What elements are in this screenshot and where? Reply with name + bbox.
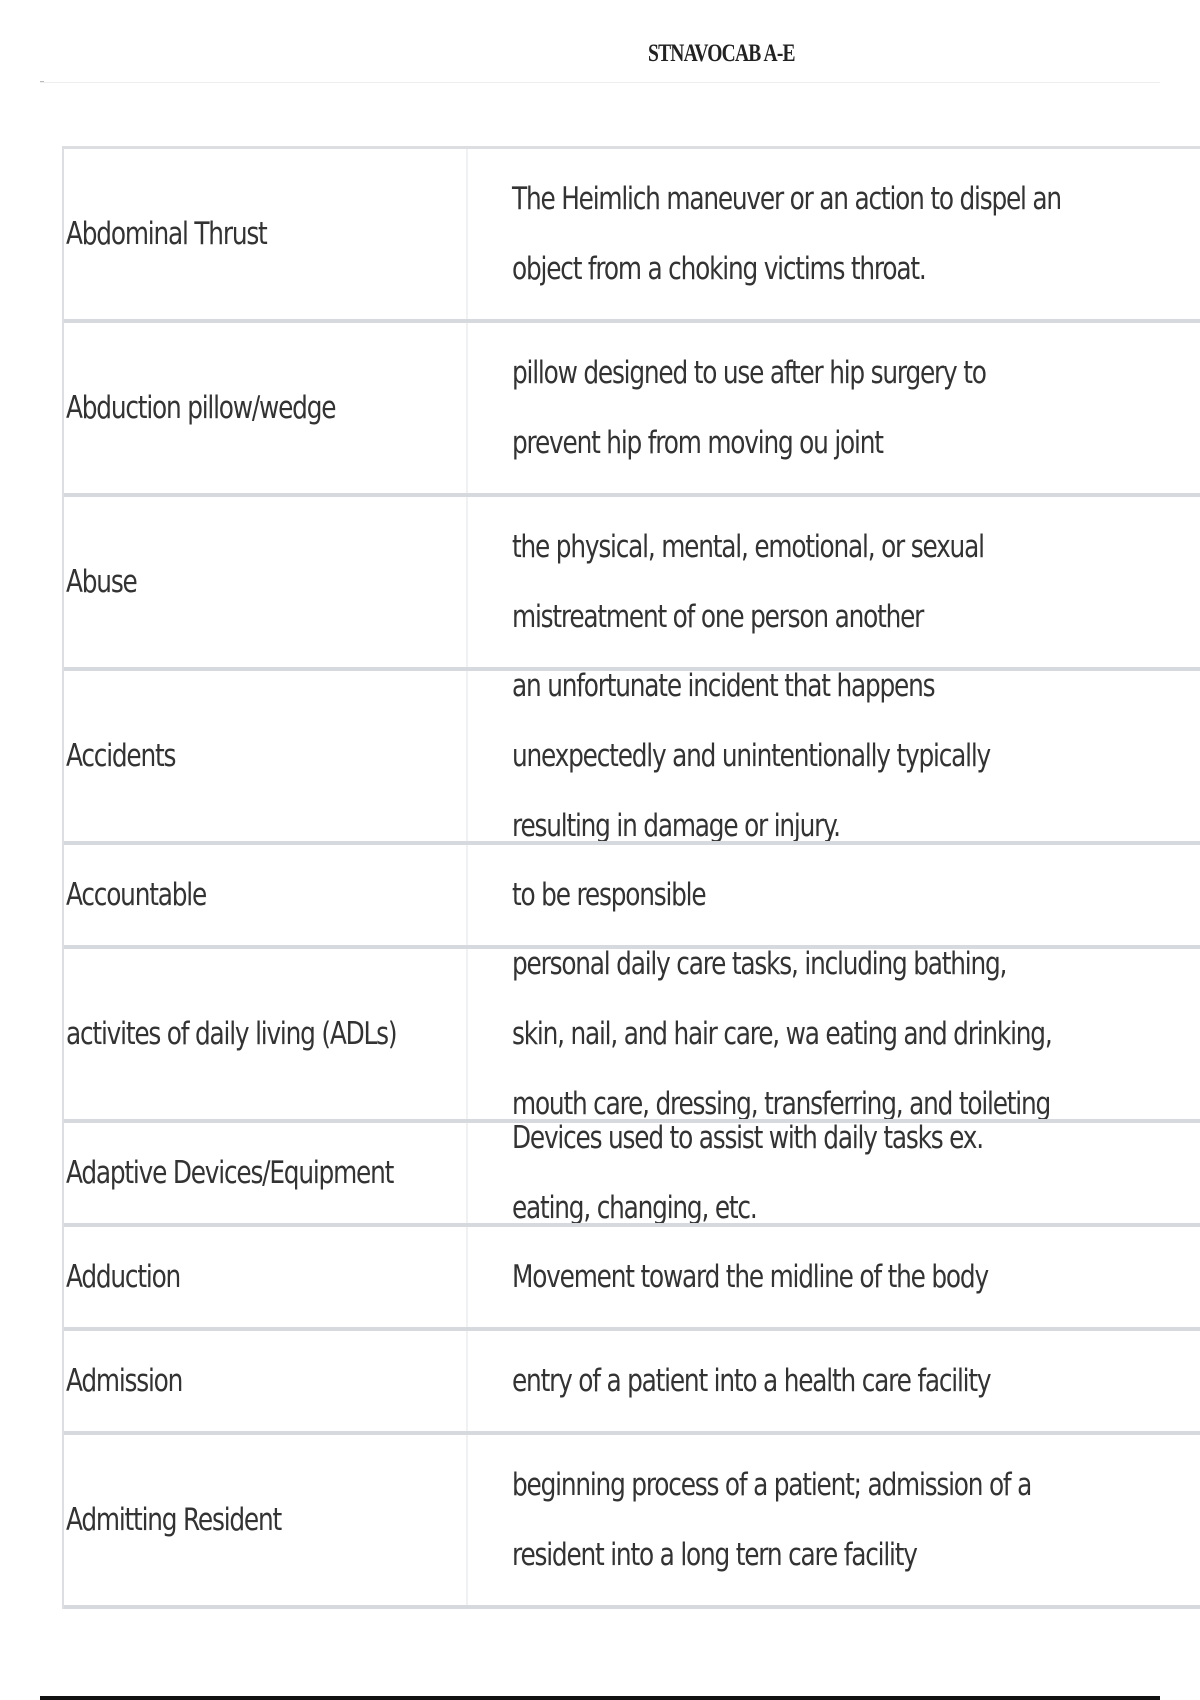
term-text: Admission: [66, 1363, 183, 1399]
vocabulary-table: [62, 146, 1200, 1609]
definition-cell: [468, 1227, 1200, 1327]
term-text: Abdominal Thrust: [66, 216, 267, 252]
term-cell: [64, 1331, 468, 1431]
term-cell: [64, 845, 468, 945]
term-text: Abduction pillow/wedge: [66, 390, 336, 426]
table-row: [64, 1123, 1200, 1227]
term-text: Adduction: [66, 1259, 181, 1295]
term-cell: [64, 949, 468, 1119]
term-text: Abuse: [66, 564, 137, 600]
definition-text: to be responsible: [512, 877, 706, 913]
term-cell: [64, 1435, 468, 1605]
definition-cell: [468, 1435, 1200, 1605]
table-row: [64, 1331, 1200, 1435]
definition-text: The Heimlich maneuver or an action to dispel an object from a choking victims throat.: [512, 181, 1061, 287]
definition-text: an unfortunate incident that happens unexpectedly and unintentionally typically resulting in damage or injury.: [512, 671, 990, 841]
definition-cell: [468, 1331, 1200, 1431]
term-cell: [64, 1227, 468, 1327]
table-row: [64, 949, 1200, 1123]
table-row: [64, 323, 1200, 497]
term-cell: [64, 323, 468, 493]
term-text: Accidents: [66, 738, 176, 774]
term-cell: [64, 1123, 468, 1223]
definition-cell: [468, 949, 1200, 1119]
table-row: [64, 149, 1200, 323]
definition-text: beginning process of a patient; admission of a resident into a long tern care facility: [512, 1467, 1032, 1573]
table-row: [64, 497, 1200, 671]
term-text: Admitting Resident: [66, 1502, 282, 1538]
term-cell: [64, 671, 468, 841]
definition-cell: [468, 497, 1200, 667]
header-divider: [40, 82, 1160, 83]
table-row: [64, 845, 1200, 949]
term-text: Adaptive Devices/Equipment: [66, 1155, 394, 1191]
definition-cell: [468, 845, 1200, 945]
term-text: Accountable: [66, 877, 207, 913]
definition-text: personal daily care tasks, including bathing, skin, nail, and hair care, wa eating and drinking, mouth care, dressing, transferring, and toileting: [512, 949, 1052, 1119]
term-cell: [64, 149, 468, 319]
definition-text: entry of a patient into a health care facility: [512, 1363, 991, 1399]
footer-divider: [40, 1696, 1160, 1700]
definition-cell: [468, 323, 1200, 493]
document-title: STNAVOCAB A-E: [648, 40, 795, 67]
table-row: [64, 1435, 1200, 1609]
definition-text: pillow designed to use after hip surgery to prevent hip from moving ou joint: [512, 355, 986, 461]
definition-text: Devices used to assist with daily tasks ex. eating, changing, etc.: [512, 1123, 983, 1223]
definition-text: Movement toward the midline of the body: [512, 1259, 988, 1295]
definition-cell: [468, 671, 1200, 841]
definition-cell: [468, 149, 1200, 319]
definition-cell: [468, 1123, 1200, 1223]
table-row: [64, 1227, 1200, 1331]
term-text: activites of daily living (ADLs): [66, 1016, 397, 1052]
page-header: [0, 40, 1200, 80]
table-row: [64, 671, 1200, 845]
term-cell: [64, 497, 468, 667]
definition-text: the physical, mental, emotional, or sexual mistreatment of one person another: [512, 529, 984, 635]
